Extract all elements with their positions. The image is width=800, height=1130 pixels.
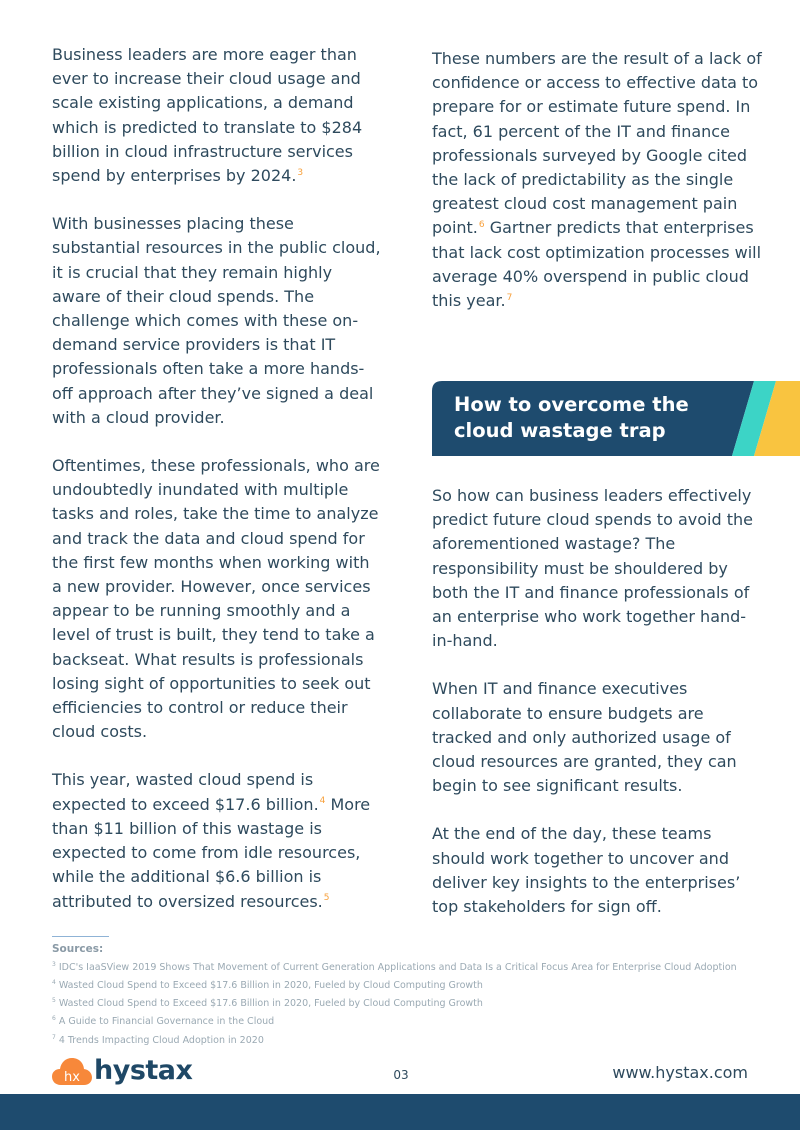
footnote-ref[interactable]: 5 xyxy=(323,893,330,904)
paragraph-key-insights: At the end of the day, these teams should work together to uncover and deliver key insights to the enterprises’ top stakeholders for sign off. xyxy=(432,824,741,917)
sources-section xyxy=(52,936,772,1048)
svg-text:hx: hx xyxy=(64,1070,80,1085)
footnote-ref[interactable]: 6 xyxy=(478,220,485,231)
paragraph-collaboration: When IT and finance executives collaborate to ensure budgets are tracked and only authorized usage of cloud resources are granted, they can begin to see significant results. xyxy=(432,679,737,796)
source-item[interactable]: $^3$ IDC's IaaSView 2019 Shows That Movement of Current Generation Applications and Data Is a Critical Focus Area for Enterprise Cloud Adoption xyxy=(52,961,737,974)
hystax-logo[interactable] xyxy=(52,1055,193,1089)
source-item[interactable]: $^6$ A Guide to Financial Governance in the Cloud xyxy=(52,1015,275,1028)
paragraph-cloud-demand: Business leaders are more eager than ever to increase their cloud usage and scale existing applications, a demand which is predicted to translate to $284 billion in cloud infrastructure services spend by enterprises by 2024.$^3$ xyxy=(52,45,363,186)
paragraph-professionals-backseat: Oftentimes, these professionals, who are undoubtedly inundated with multiple tasks and roles, take the time to analyze and track the data and cloud spend for the first few months when working with a new provider. However, once services appear to be running smoothly and a level of trust is built, they tend to take a backseat. What results is professionals losing sight of opportunities to seek out efficiencies to control or reduce their cloud costs. xyxy=(52,456,380,742)
cloud-logo-icon xyxy=(52,1055,92,1089)
source-item[interactable]: $^5$ Wasted Cloud Spend to Exceed $17.6 Billion in 2020, Fueled by Cloud Computing Growth xyxy=(52,997,483,1010)
right-column-bottom xyxy=(432,484,762,943)
paragraph-cloud-spend-awareness: With businesses placing these substantial resources in the public cloud, it is crucial that they remain highly aware of their cloud spends. The challenge which comes with these on-demand service providers is that IT professionals often take a more hands-off approach after they’ve signed a deal with a cloud provider. xyxy=(52,214,381,427)
sources-label: Sources: xyxy=(52,943,104,955)
paragraph-effective-prediction: So how can business leaders effectively predict future cloud spends to avoid the aforementioned wastage? The responsibility must be shouldered by both the IT and finance professionals of an enterprise who work together hand-in-hand. xyxy=(432,486,753,651)
footnote-ref[interactable]: 3 xyxy=(297,167,304,178)
sources-divider xyxy=(52,936,109,937)
logo-wordmark: hystax xyxy=(94,1055,193,1086)
source-item[interactable]: $^7$ 4 Trends Impacting Cloud Adoption in 2020 xyxy=(52,1033,264,1046)
paragraph-wasted-spend: This year, wasted cloud spend is expected to exceed $17.6 billion.$^4$ More than $11 billion of this wastage is expected to come from idle resources, while the additional $6.6 billion is attributed to oversized resources.$^5$ xyxy=(52,770,371,911)
footer-bar xyxy=(0,1094,800,1130)
website-link[interactable]: www.hystax.com xyxy=(612,1063,748,1082)
paragraph-lack-of-confidence: These numbers are the result of a lack of confidence or access to effective data to prepare for or estimate future spend. In fact, 61 percent of the IT and finance professionals surveyed by Google cited the lack of predictability as the single greatest cloud cost management pain point.$^6$ Gartner predicts that enterprises that lack cost optimization processes will average 40% overspend in public cloud this year.$^7$ xyxy=(432,49,762,311)
page-number: 03 xyxy=(393,1068,409,1082)
section-title: How to overcome the cloud wastage trap xyxy=(454,393,689,442)
left-column xyxy=(52,43,382,938)
section-heading-banner xyxy=(432,381,800,456)
footnote-ref[interactable]: 7 xyxy=(506,292,513,303)
source-item[interactable]: $^4$ Wasted Cloud Spend to Exceed $17.6 Billion in 2020, Fueled by Cloud Computing Growth xyxy=(52,979,483,992)
footnote-ref[interactable]: 4 xyxy=(319,796,326,807)
right-column-top xyxy=(432,47,762,337)
